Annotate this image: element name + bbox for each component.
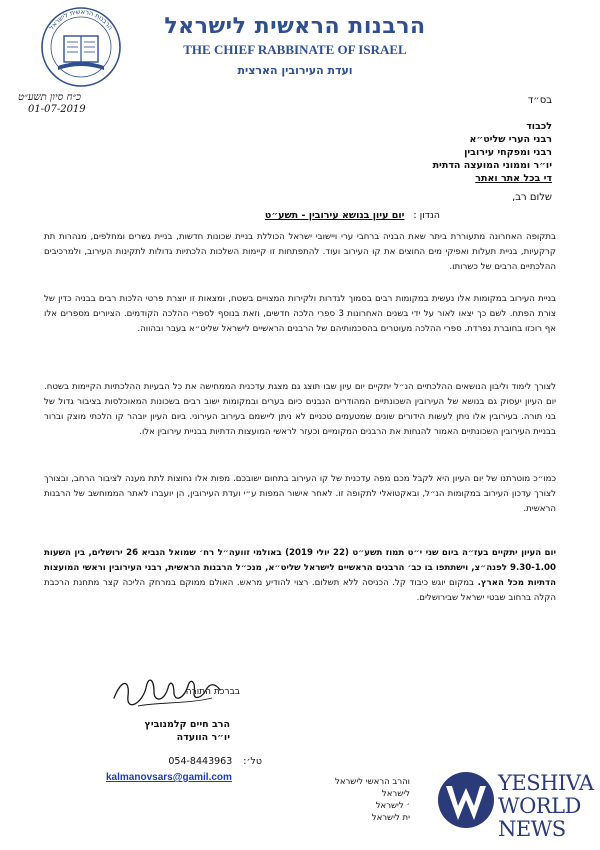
closing-blessing: בברכת התורה,	[182, 687, 240, 697]
paragraph-1: בתקופה האחרונה מתעוררת ביתר שאת הבניה ברחבי ערי ויישובי ישראל הכוללת בניית שכונות חדשות, בניית גשרים ומחלפים, מנהרות תת קרקעיות, בניית תעלות ואפיקי מים החוצים את קו העירוב ועוד. להתפתחות זו קיימות השלכות הלכתיות גדולות לתקינות העירוב, ולמרכיבים ההלכתיים הרבים של כשרותו.	[44, 232, 556, 272]
ywn-line-1: YESHIVA	[498, 771, 594, 795]
signer-name: הרב חיים קלמנוביץ	[144, 719, 230, 730]
recipients-block	[272, 120, 552, 185]
recipient-line: רבני הערי שליט״א	[469, 134, 552, 145]
cc-line: והרב הראשי לישראל	[334, 777, 410, 787]
phone-label: טל׳:	[243, 756, 262, 767]
rabbinate-seal-logo	[40, 6, 122, 88]
ywn-watermark	[498, 772, 598, 841]
bsd-mark: בס״ד	[527, 95, 552, 106]
greeting: שלום רב,	[512, 192, 552, 203]
subject-value: יום עיון בנושא עירובין - תשע״ט	[264, 210, 405, 221]
cc-block	[250, 776, 410, 824]
phone-number: 054-8443963	[168, 756, 233, 767]
ywn-line-2: WORLD	[498, 794, 581, 818]
cc-line: לישראל	[381, 789, 410, 799]
event-notes: במקום יוגש כיבוד קל. הכניסה ללא תשלום. רצוי להודיע מראש. האולם ממוקם במרחק הליכה קצר מתחנת הרכבת הקלה ברחוב שבטי ישראל שבירושלים.	[44, 578, 556, 603]
gregorian-date: 01-07-2019	[28, 104, 86, 115]
paragraph-4: כמו״כ מוטרתנו של יום העיון היא לקבל מכם מפה עדכנית של קו העירוב בתחום ישובכם. מפות אלו נחוצות לתת מענה לציבור הרחב, ובצורך לצורך עדכון העירוב במקומות הנ״ל, ובאקטואלי לתקופה זו. לאחר אישור המפות ע״י ועדת העירובין, הן יועברו לאתר הממוחשב של הרבנות הראשית.	[44, 474, 556, 514]
recipient-line: רבני ומפקחי עירובין	[464, 147, 552, 158]
email-link[interactable]: kalmanovsars@gamil.com	[106, 772, 232, 783]
event-details: יום העיון יתקיים בעז״ה ביום שני י״ט תמוז תשע״ט (22 יולי 2019) באולמי זוועה״ל רח׳ שמואל הנביא 26 ירושלים, בין השעות 9.30-1.00 לפנה״צ, וישתתפו בו כב׳ הרבנים הראשיים לישראל שליט״א, מנכ״ל הרבנות הראשית, רבני העירובין וראשי המועצות הדתיות מכל הארץ.	[44, 548, 557, 588]
handwritten-signature	[108, 668, 228, 712]
paragraph-3: לצורך לימוד וליבון הנושאים ההלכתיים הנ״ל יתקיים יום עיון שבו תוצג גם מצגת עדכנית הממחישה את כל הבעיות ההלכתיות הקיימות בשטח. יום העיון יעסוק גם בנושא של העירובין השכונתיים המהודרים הנבנים כיום בערים ובמקומות ישוב רבים בשכונות המאוכלסות בציבור גדול של בני תורה. בעירובין אלו ניתן לעשות הידורים שונים שמטעמים טכניים לא ניתן ליישמם בעירוב העירוני. ביום העיון יובהר קו הלכתי מוצק וברור בבניית העירובין השכונתיים האמור להנחות את הרבנים המקומיים וכעזר לראשי המועצות הדתיות בבניית עירובין אלו.	[44, 382, 556, 437]
paragraph-2: בניית העירוב במקומות אלו נעשית במקומות רבים בסמוך לגדרות ולקירות המצויים בשטח, ומצאות זו יוצרת פרטי הלכות רבים בבניה כדין של צורת הפתח. לשם כך יצאו לאור על ידי בשנים האחרונות 3 ספרי הלכה חדשים, וזאת בנוסף לספרי ההלכה הקודמים. הציורים מספרים אלו אף רוכזו בחוברת נפרדת. ספרי ההלכה מעוטרים בהסכמותיהם של הרבנים הראשיים לישראל שליט״א בעבר ובהווה.	[44, 294, 556, 334]
seal-text: הרבנות הראשית לישראל	[47, 7, 115, 32]
letterhead-english-title: THE CHIEF RABBINATE OF ISRAEL	[183, 42, 407, 57]
subject-line	[265, 210, 440, 221]
recipient-line-underlined: די בכל אתר ואתר	[475, 173, 552, 184]
ywn-logo-icon	[436, 768, 496, 838]
letterhead-hebrew-title: הרבנות הראשית לישראל	[164, 14, 426, 39]
subject-label: הנדון :	[413, 210, 440, 221]
recipient-line: לכבוד	[526, 121, 552, 132]
cc-line: ית לישראל	[371, 813, 410, 823]
recipient-line: יו״ר וממוני המועצה הדתית	[432, 160, 552, 171]
phone-line	[112, 756, 262, 767]
ywn-line-3: NEWS	[498, 817, 566, 841]
letterhead-committee: ועדת העירובין הארצית	[237, 64, 353, 77]
hebrew-date: כ״ח סיון תשע״ט	[18, 92, 82, 103]
cc-line: ׳ לישראל	[375, 801, 410, 811]
signer-title: יו״ר הוועדה	[176, 732, 230, 743]
paragraph-5	[44, 546, 556, 606]
